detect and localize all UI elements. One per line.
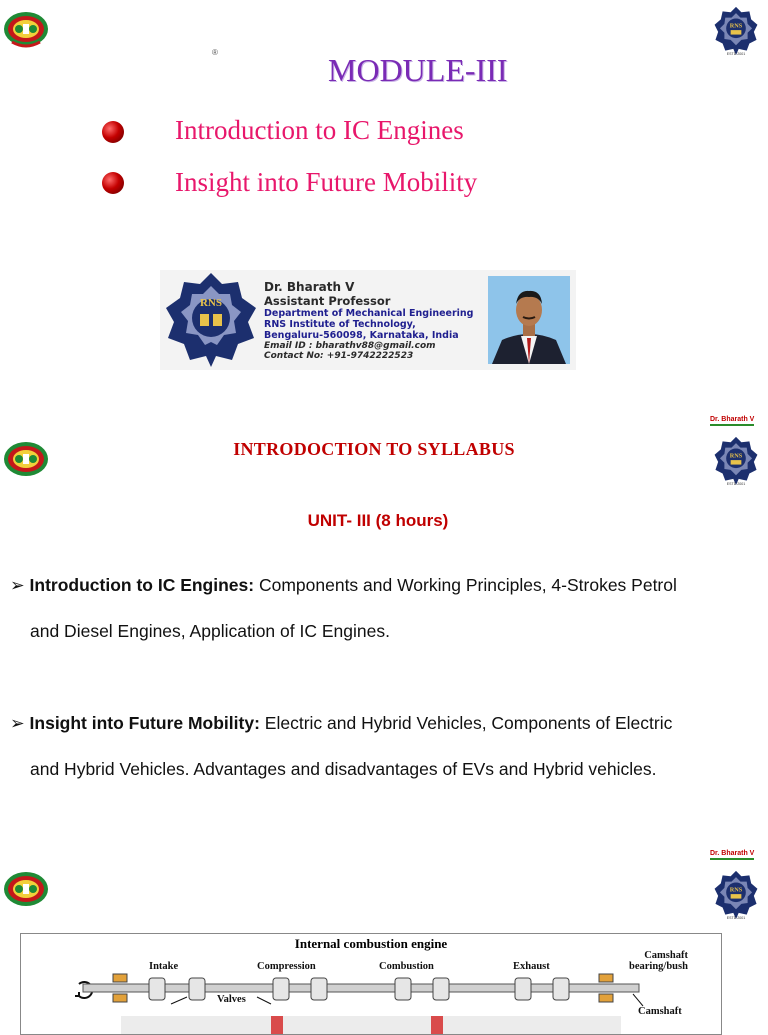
profile-address: Bengaluru-560098, Karnataka, India	[264, 330, 459, 341]
module-item-future-mobility: Insight into Future Mobility	[175, 167, 478, 197]
svg-text:RNS: RNS	[729, 886, 743, 894]
diagram-title: Internal combustion engine	[294, 936, 448, 951]
profile-department: Department of Mechanical Engineering	[264, 308, 474, 319]
label-combustion: Combustion	[379, 961, 434, 972]
rns-institute-logo	[711, 870, 761, 920]
svg-text:RNS: RNS	[729, 452, 743, 460]
unit-heading: UNIT- III (8 hours)	[307, 511, 449, 530]
profile-email: Email ID : bharathv88@gmail.com	[264, 341, 436, 351]
profile-institute: RNS Institute of Technology,	[264, 319, 416, 330]
label-compression: Compression	[257, 961, 316, 972]
arrow-bullet-icon: ➢	[10, 575, 30, 595]
profile-name: Dr. Bharath V	[264, 280, 355, 294]
syllabus-point-ic: ➢ Introduction to IC Engines: Components and Working Principles, 4-Strokes Petrol and Diesel Engines, Application of IC Engines.	[10, 575, 677, 641]
ic-engine-diagram	[20, 933, 722, 1035]
author-tag: Dr. Bharath V	[710, 416, 754, 426]
profile-role: Assistant Professor	[264, 294, 391, 308]
syllabus-title: INTRODOCTION TO SYLLABUS	[233, 439, 515, 459]
label-camshaft: Camshaft	[638, 1006, 682, 1017]
label-exhaust: Exhaust	[513, 961, 550, 972]
profile-photo	[488, 276, 570, 364]
slide-ic-engine	[0, 840, 768, 1024]
module-item-ic-engines: Introduction to IC Engines	[175, 115, 464, 145]
bullet-icon	[102, 172, 124, 194]
rns-institute-logo	[711, 6, 761, 56]
label-valves: Valves	[217, 994, 246, 1005]
profile-contact: Contact No: +91-9742222523	[264, 351, 414, 361]
author-tag: Dr. Bharath V	[710, 850, 754, 860]
engine-drawing	[21, 934, 721, 1034]
rns-badge-logo	[162, 272, 260, 368]
slide-module-intro	[0, 0, 768, 410]
svg-text:ESTD 2001: ESTD 2001	[726, 482, 746, 486]
profile-text	[264, 280, 473, 361]
slide-syllabus	[0, 410, 768, 840]
svg-text:ESTD 2001: ESTD 2001	[726, 916, 746, 920]
svg-text:RNS: RNS	[199, 297, 223, 309]
profile-card	[160, 270, 576, 370]
label-camshaft-bearing: Camshaft bearing/bush	[629, 950, 688, 972]
syllabus-point-mobility: ➢ Insight into Future Mobility: Electric and Hybrid Vehicles, Components of Electric and Hybrid Vehicles. Advantages and disadvantages of EVs and Hybrid vehicles.	[10, 713, 673, 779]
svg-text:ESTD 2001: ESTD 2001	[726, 52, 746, 56]
module-title: MODULE-III	[328, 52, 508, 88]
svg-text:RNS: RNS	[729, 22, 743, 30]
college-emblem-logo	[3, 866, 49, 912]
registered-mark: ®	[212, 48, 218, 57]
bullet-icon	[102, 121, 124, 143]
arrow-bullet-icon: ➢	[10, 713, 30, 733]
label-intake: Intake	[149, 961, 179, 972]
college-emblem-logo	[3, 6, 49, 52]
